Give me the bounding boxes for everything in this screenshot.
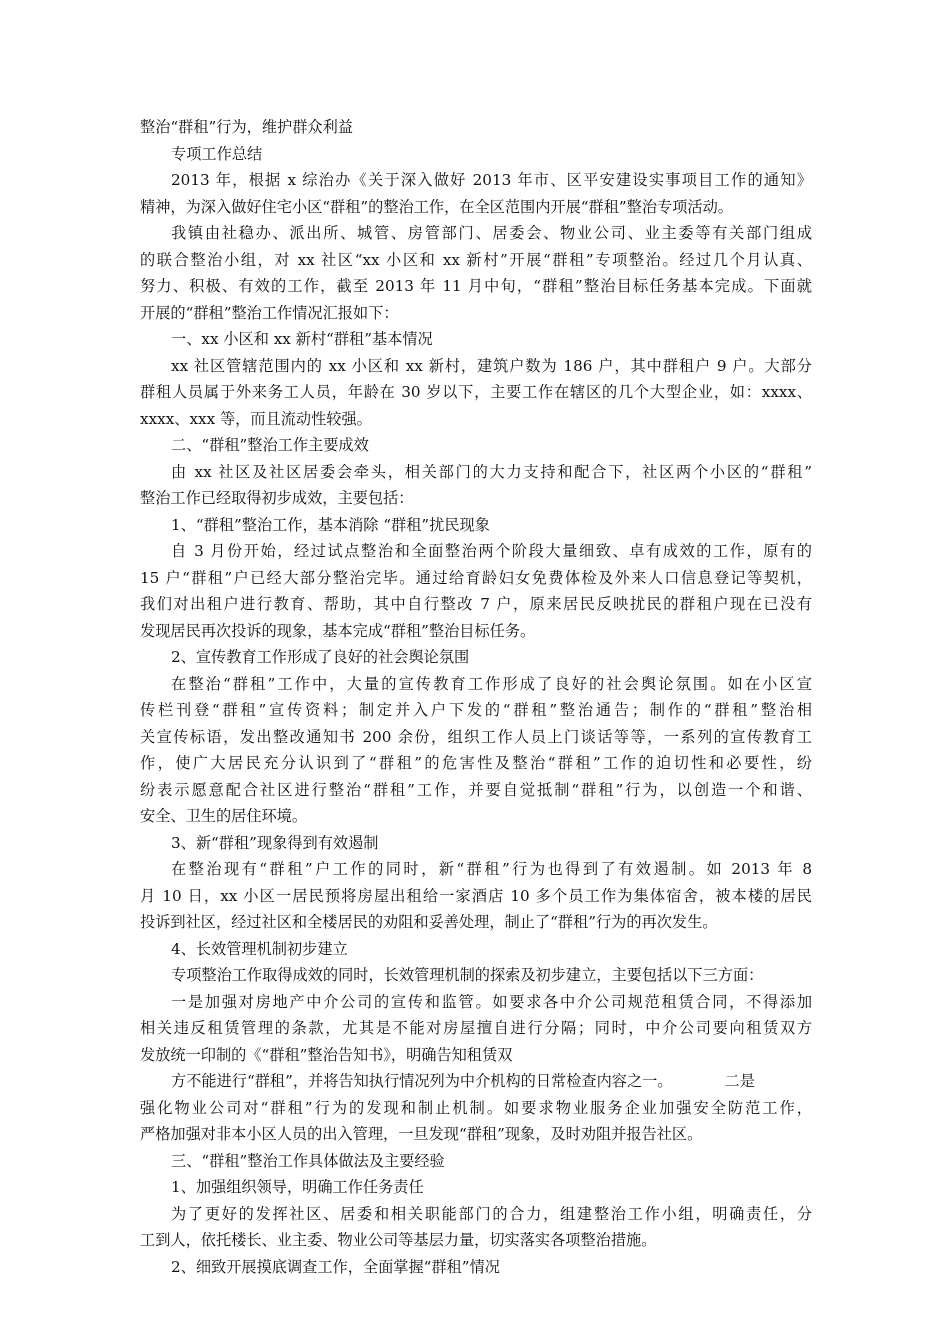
paragraph-line: 由 xx 社区及社区居委会牵头，相关部门的大力支持和配合下，社区两个小区的“群租”: [171, 462, 812, 481]
paragraph-line: 努力、积极、有效的工作，截至 2013 年 11 月中旬，“群租”整治目标任务基本完成。下面就: [140, 277, 812, 295]
paragraph-line: 在整治现有“群租”户工作的同时，新“群租”行为也得到了有效遏制。如 2013 年 8: [171, 860, 812, 878]
paragraph-line: 发放统一印制的《“群租”整治告知书》，明确告知租赁双: [140, 1045, 513, 1064]
subsection-heading: 3、新“群租”现象得到有效遏制: [171, 833, 379, 852]
paragraph-line: 开展的“群租”整治工作情况汇报如下：: [140, 303, 399, 322]
paragraph-line: 整治工作已经取得初步成效，主要包括：: [140, 489, 414, 507]
paragraph-line: [140, 1068, 812, 1095]
paragraph-line: 严格加强对非本小区人员的出入管理，一旦发现“群租”现象，及时劝阻并报告社区。: [140, 1125, 703, 1143]
paragraph-line: 我们对出租户进行教育、帮助，其中自行整改 7 户，原来居民反映扰民的群租户现在已没有: [140, 595, 812, 613]
document-title: 整治“群租”行为，维护群众利益: [140, 118, 353, 136]
subsection-heading: 1、加强组织领导，明确工作任务责任: [171, 1178, 424, 1196]
subsection-heading: 4、长效管理机制初步建立: [171, 939, 348, 958]
subsection-heading: 2、宣传教育工作形成了良好的社会舆论氛围: [171, 648, 470, 666]
paragraph-line: 强化物业公司对“群租”行为的发现和制止机制。如要求物业服务企业加强安全防范工作，: [140, 1098, 812, 1117]
paragraph-line-part: 二是: [724, 1072, 755, 1090]
paragraph-line: 在整治“群租”工作中，大量的宣传教育工作形成了良好的社会舆论氛围。如在小区宣: [171, 674, 812, 693]
paragraph-line: 相关违反租赁管理的条款，尤其是不能对房屋擅自进行分隔；同时，中介公司要向租赁双方: [140, 1019, 812, 1037]
document-page: [140, 114, 812, 1280]
paragraph-line: 作，使广大居民充分认识到了“群租”的危害性及整治“群租”工作的迫切性和必要性，纷: [140, 754, 812, 772]
paragraph-line: 投诉到社区，经过社区和全楼居民的劝阻和妥善处理，制止了“群租”行为的再次发生。: [140, 913, 718, 931]
paragraph-line: 15 户“群租”户已经大部分整治完毕。通过给育龄妇女免费体检及外来人口信息登记等契机，: [140, 568, 812, 587]
paragraph-line: 专项整治工作取得成效的同时，长效管理机制的探索及初步建立，主要包括以下三方面：: [171, 966, 764, 984]
paragraph-line: 发现居民再次投诉的现象，基本完成“群租”整治目标任务。: [140, 621, 536, 640]
paragraph-line: 自 3 月份开始，经过试点整治和全面整治两个阶段大量细致、卓有成效的工作，原有的: [171, 542, 812, 560]
document-subtitle: 专项工作总结: [171, 144, 263, 163]
paragraph-line: 我镇由社稳办、派出所、城管、房管部门、居委会、物业公司、业主委等有关部门组成: [171, 224, 812, 242]
section-heading: 三、“群租”整治工作具体做法及主要经验: [171, 1151, 445, 1170]
paragraph-line: xxxx、xxx 等，而且流动性较强。: [140, 409, 372, 428]
subsection-heading: 1、“群租”整治工作，基本消除 “群租”扰民现象: [171, 515, 490, 534]
paragraph-line: 月 10 日，xx 小区一居民预将房屋出租给一家酒店 10 多个员工作为集体宿舍，被本楼的居民: [140, 886, 812, 905]
paragraph-line: 安全、卫生的居住环境。: [140, 807, 308, 825]
subsection-heading: 2、细致开展摸底调查工作，全面掌握“群租”情况: [171, 1257, 500, 1276]
paragraph-line: 2013 年，根据 x 综治办《关于深入做好 2013 年市、区平安建设实事项目工作的通知》: [171, 171, 812, 189]
section-heading: 二、“群租”整治工作主要成效: [171, 436, 369, 454]
paragraph-line: 精神，为深入做好住宅小区“群租”的整治工作，在全区范围内开展“群租”整治专项活动。: [140, 197, 733, 216]
paragraph-line: 的联合整治小组，对 xx 社区“xx 小区和 xx 新村”开展“群租”专项整治。经过几个月认真、: [140, 250, 812, 269]
paragraph-line: xx 社区管辖范围内的 xx 小区和 xx 新村，建筑户数为 186 户，其中群租户 9 户。大部分: [171, 356, 812, 375]
paragraph-line: 纷表示愿意配合社区进行整治“群租”工作，并要自觉抵制“群租”行为，以创造一个和谐、: [140, 780, 812, 799]
paragraph-line: 一是加强对房地产中介公司的宣传和监管。如要求各中介公司规范租赁合同，不得添加: [171, 992, 812, 1011]
paragraph-line: 传栏刊登“群租”宣传资料；制定并入户下发的“群租”整治通告；制作的“群租”整治相: [140, 701, 812, 719]
paragraph-line: 工到人，依托楼长、业主委、物业公司等基层力量，切实落实各项整治措施。: [140, 1231, 657, 1249]
paragraph-line: 为了更好的发挥社区、居委和相关职能部门的合力，组建整治工作小组，明确责任，分: [171, 1204, 812, 1223]
section-heading: 一、xx 小区和 xx 新村“群租”基本情况: [171, 330, 433, 348]
paragraph-line: 群租人员属于外来务工人员，年龄在 30 岁以下，主要工作在辖区的几个大型企业，如：xxxx、: [140, 383, 812, 401]
paragraph-line-part: 方不能进行“群租”，并将告知执行情况列为中介机构的日常检查内容之一。: [171, 1072, 673, 1090]
paragraph-line: 关宣传标语，发出整改通知书 200 余份，组织工作人员上门谈话等等，一系列的宣传教育工: [140, 727, 812, 746]
